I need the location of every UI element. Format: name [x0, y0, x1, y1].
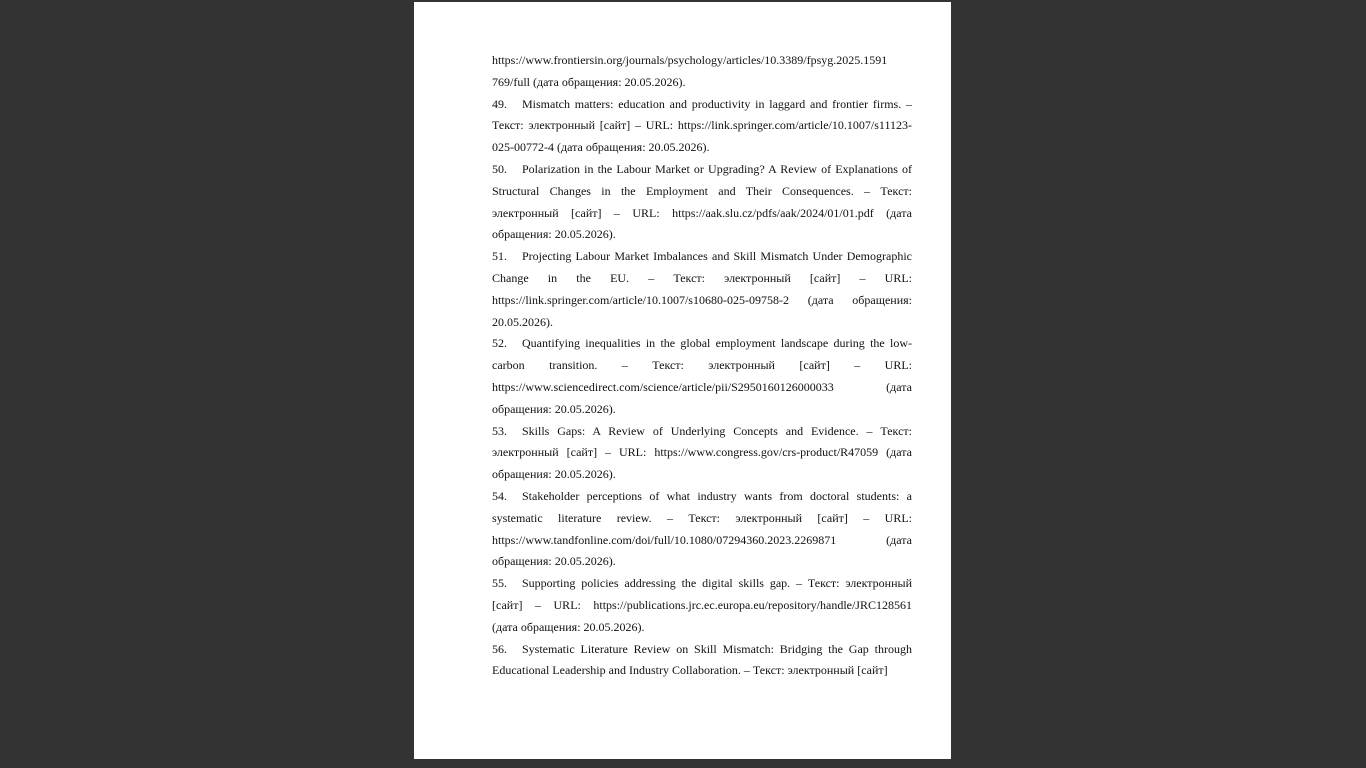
- reference-item: [492, 573, 912, 638]
- reference-item: [492, 94, 912, 159]
- reference-number: 49.: [492, 96, 507, 111]
- reference-text: Polarization in the Labour Market or Upgrading? A Review of Explanations of Structural Changes in the Employment and Their Consequences. – Текст: электронный [сайт] – URL: https://aak.slu.cz/pdfs/aak/2024/01/01.pdf (дата обращения: 20.05.2026).: [492, 161, 912, 242]
- reference-number: 56.: [492, 641, 507, 656]
- reference-number: 54.: [492, 488, 507, 503]
- reference-number: 52.: [492, 336, 507, 351]
- reference-number: 51.: [492, 249, 507, 264]
- reference-text: Skills Gaps: A Review of Underlying Concepts and Evidence. – Текст: электронный [сайт] – URL: https://www.congress.gov/crs-product/R47059 (дата обращения: 20.05.2026).: [492, 423, 912, 482]
- reference-number: 53.: [492, 423, 507, 438]
- reference-item: [492, 333, 912, 420]
- reference-list: [492, 50, 912, 682]
- reference-item: [492, 421, 912, 486]
- reference-number: 55.: [492, 576, 507, 591]
- reference-text: Mismatch matters: education and productivity in laggard and frontier firms. – Текст: электронный [сайт] – URL: https://link.springer.com/article/10.1007/s11123-025-00772-4 (дата обращения: 20.05.2026).: [492, 96, 912, 155]
- reference-text: Projecting Labour Market Imbalances and Skill Mismatch Under Demographic Change in the EU. – Текст: электронный [сайт] – URL: https://link.springer.com/article/10.1007/s10680-025-09758-2 (дата обращения: 20.05.2026).: [492, 249, 912, 329]
- reference-continuation: https://www.frontiersin.org/journals/psychology/articles/10.3389/fpsyg.2025.1591 769/full (дата обращения: 20.05.2026).: [492, 53, 888, 89]
- reference-text: Systematic Literature Review on Skill Mismatch: Bridging the Gap through Educational Leadership and Industry Collaboration. – Текст: электронный [сайт]: [492, 641, 912, 678]
- reference-item: [492, 639, 912, 683]
- reference-text: Supporting policies addressing the digital skills gap. – Текст: электронный [сайт] – URL: https://publications.jrc.ec.europa.eu/repository/handle/JRC128561 (дата обращения: 20.05.2026).: [492, 576, 912, 634]
- reference-item: [492, 159, 912, 246]
- reference-text: Stakeholder perceptions of what industry wants from doctoral students: a systematic literature review. – Текст: электронный [сайт] – URL: https://www.tandfonline.com/doi/full/10.1080/07294360.2023.2269871 (дата обращения: 20.05.2026).: [492, 488, 912, 569]
- document-page: [414, 2, 951, 759]
- reference-item: [492, 246, 912, 333]
- reference-text: Quantifying inequalities in the global employment landscape during the low-carbon transition. – Текст: электронный [сайт] – URL: https://www.sciencedirect.com/science/article/pii/S2950160126000033 (дата обращения: 20.05.2026).: [492, 336, 912, 416]
- reference-item: [492, 486, 912, 573]
- reference-number: 50.: [492, 161, 507, 176]
